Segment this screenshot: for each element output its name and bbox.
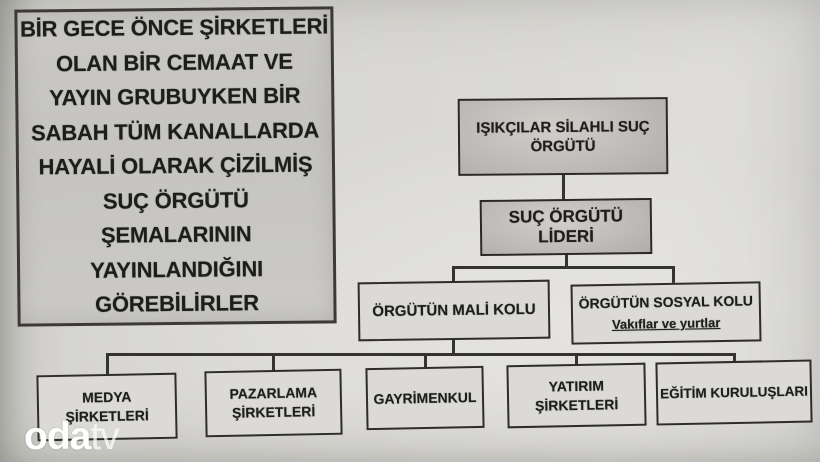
- connector-branch-bar: [452, 266, 675, 269]
- odatv-logo-oda: oda: [24, 415, 91, 458]
- org-node-marketing-companies: PAZARLAMA ŞİRKETLERİ: [204, 369, 342, 438]
- connector-leaf2-drop: [272, 353, 275, 371]
- quote-box: [14, 6, 336, 326]
- odatv-logo-tv: tv: [90, 415, 119, 458]
- org-node-social-branch-subtitle: Vakıflar ve yurtlar: [611, 315, 721, 332]
- connector-root-to-leader: [562, 173, 565, 201]
- connector-leaf-bus: [106, 353, 736, 356]
- org-node-social-branch: [570, 281, 761, 344]
- org-node-leader: SUÇ ÖRGÜTÜ LİDERİ: [480, 198, 653, 256]
- org-node-social-branch-title: ÖRGÜTÜN SOSYAL KOLU: [578, 292, 754, 312]
- connector-leaf3-drop: [424, 353, 427, 368]
- org-node-investment-companies: YATIRIM ŞİRKETLERİ: [506, 363, 646, 429]
- org-node-financial-branch: ÖRGÜTÜN MALİ KOLU: [358, 280, 551, 342]
- org-node-root: IŞIKÇILAR SİLAHLI SUÇ ÖRGÜTÜ: [458, 97, 669, 176]
- connector-leaf1-drop: [106, 353, 109, 375]
- quote-text: BİR GECE ÖNCE ŞİRKETLERİ OLAN BİR CEMAAT VE YAYIN GRUBUYKEN BİR SABAH TÜM KANALLARDA HAYALİ OLARAK ÇİZİLMİŞ SUÇ ÖRGÜTÜ ŞEMALARININ YAYINLANDIĞINI GÖREBİLİRLER: [19, 13, 329, 318]
- org-node-media-companies: MEDYA ŞİRKETLERİ: [36, 373, 177, 442]
- org-node-real-estate: GAYRİMENKUL: [365, 366, 484, 430]
- odatv-logo: [24, 416, 119, 458]
- org-node-education-institutions: EĞİTİM KURULUŞLARI: [655, 360, 812, 426]
